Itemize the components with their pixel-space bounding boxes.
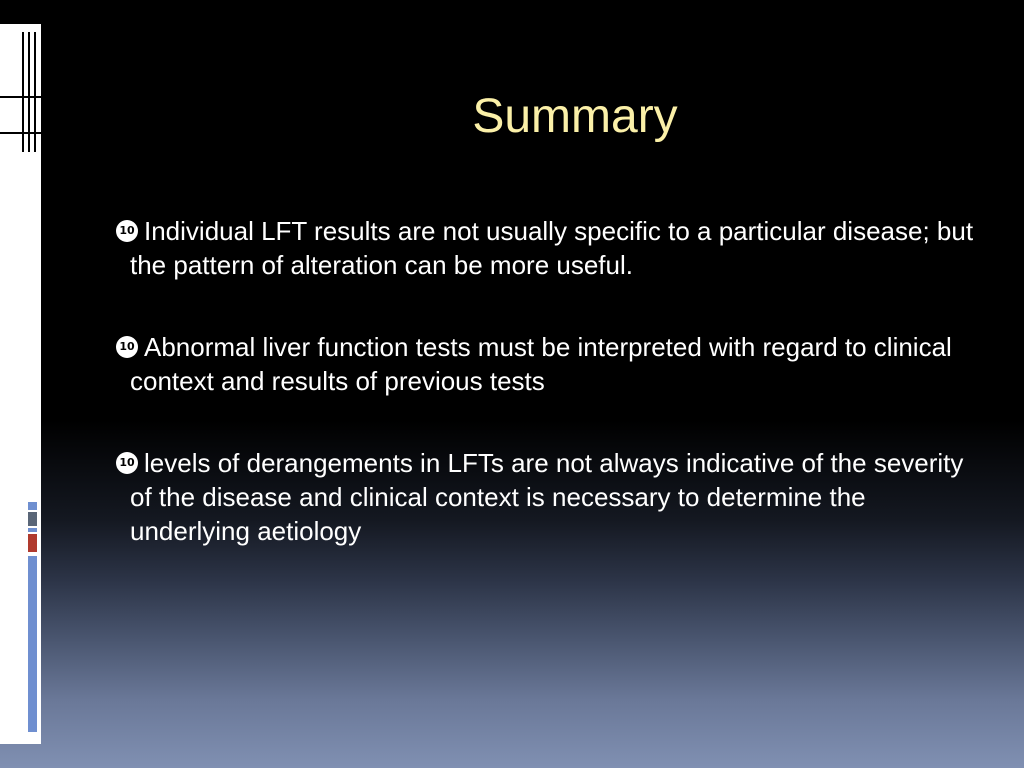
decorative-stripe: [28, 32, 30, 152]
bullet-item: [116, 330, 976, 398]
bullet-text: levels of derangements in LFTs are not always indicative of the severity of the disease and clinical context is necessary to determine the underlying aetiology: [130, 448, 964, 546]
bullet-item: [116, 446, 976, 548]
accent-gray-block: [28, 512, 37, 526]
bullet-list: [116, 214, 976, 596]
slide-title: Summary: [472, 90, 678, 143]
bullet-item: [116, 214, 976, 282]
accent-blue-bar: [28, 556, 37, 732]
decorative-stripe: [0, 132, 41, 134]
accent-red-block: [28, 534, 37, 552]
decorative-stripe: [22, 32, 24, 152]
bullet-text: Abnormal liver function tests must be interpreted with regard to clinical context and results of previous tests: [130, 332, 952, 396]
numbered-circle-10-icon: 10: [116, 452, 138, 474]
decorative-stripe: [34, 32, 36, 152]
accent-blue-block: [28, 528, 37, 532]
accent-blue-block: [28, 502, 37, 510]
numbered-circle-10-icon: 10: [116, 220, 138, 242]
decorative-stripe: [0, 96, 41, 98]
bullet-text: Individual LFT results are not usually specific to a particular disease; but the pattern of alteration can be more useful.: [130, 216, 974, 280]
left-decorative-bar: [0, 24, 41, 744]
numbered-circle-10-icon: 10: [116, 336, 138, 358]
